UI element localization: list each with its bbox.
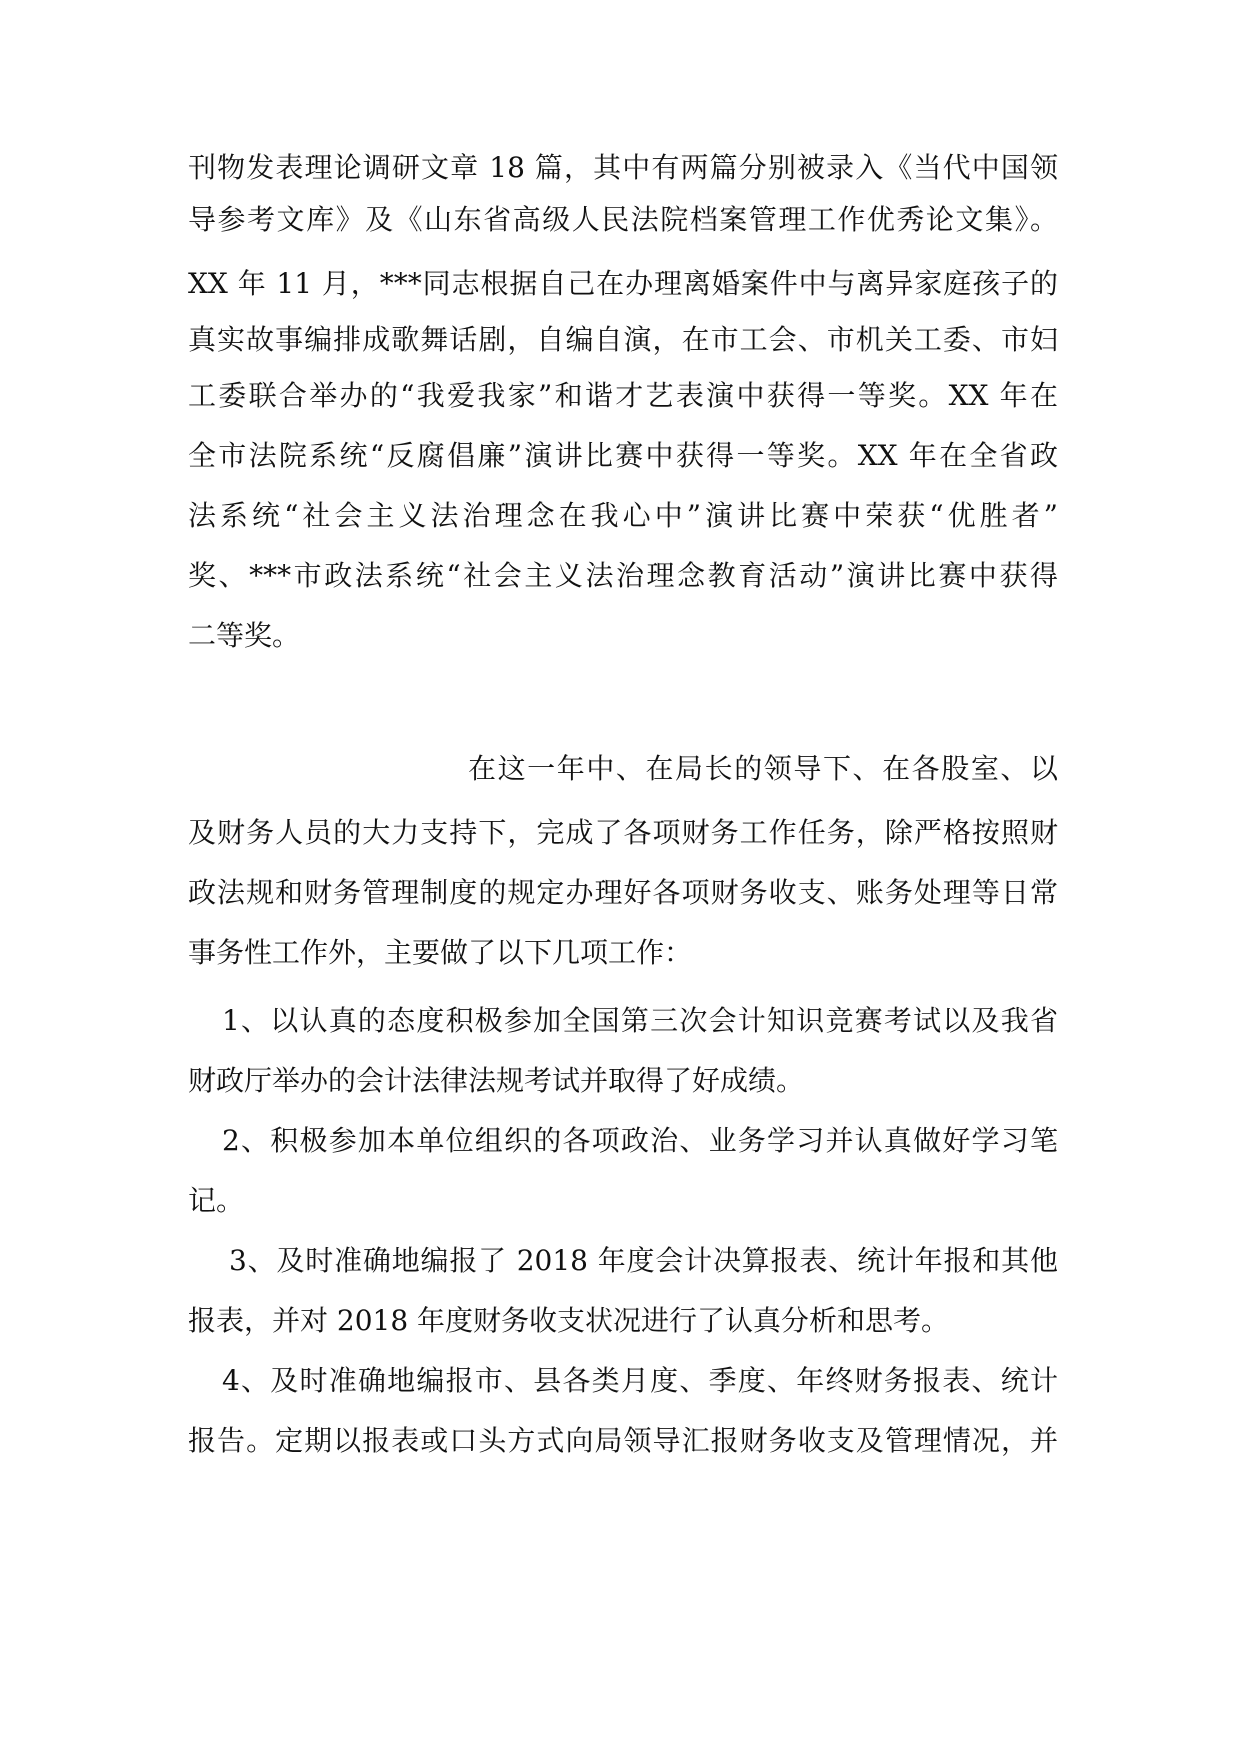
item-3-line-2: 报表，并对 2018 年度财务收支状况进行了认真分析和思考。 [188,1304,950,1337]
paragraph-2-line-3: 政法规和财务管理制度的规定办理好各项财务收支、账务处理等日常 [188,876,1058,909]
paragraph-1-line-9: 二等奖。 [188,619,301,652]
item-1-line-1: 1、以认真的态度积极参加全国第三次会计知识竞赛考试以及我省 [222,1004,1058,1037]
paragraph-2-line-1: 在这一年中、在局长的领导下、在各股室、以 [468,752,1058,785]
item-4-line-1: 4、及时准确地编报市、县各类月度、季度、年终财务报表、统计 [222,1364,1058,1397]
item-1-line-2: 财政厅举办的会计法律法规考试并取得了好成绩。 [188,1064,805,1097]
item-2-line-1: 2、积极参加本单位组织的各项政治、业务学习并认真做好学习笔 [222,1124,1058,1157]
paragraph-1-line-3: XX 年 11 月，***同志根据自己在办理离婚案件中与离异家庭孩子的 [188,267,1058,300]
item-3-line-1: 3、及时准确地编报了 2018 年度会计决算报表、统计年报和其他 [229,1244,1058,1277]
paragraph-1-line-8: 奖、***市政法系统“社会主义法治理念教育活动”演讲比赛中获得 [188,559,1058,592]
paragraph-1-line-2: 导参考文库》及《山东省高级人民法院档案管理工作优秀论文集》。 [188,203,1058,236]
paragraph-1-line-1: 刊物发表理论调研文章 18 篇，其中有两篇分别被录入《当代中国领 [188,151,1058,184]
paragraph-1-line-5: 工委联合举办的“我爱我家”和谐才艺表演中获得一等奖。XX 年在 [188,379,1058,412]
paragraph-1-line-7: 法系统“社会主义法治理念在我心中”演讲比赛中荣获“优胜者” [188,499,1058,532]
paragraph-1-line-6: 全市法院系统“反腐倡廉”演讲比赛中获得一等奖。XX 年在全省政 [188,439,1058,472]
paragraph-2-line-4: 事务性工作外，主要做了以下几项工作： [188,936,693,969]
item-4-line-2: 报告。定期以报表或口头方式向局领导汇报财务收支及管理情况，并 [188,1424,1058,1457]
paragraph-1-line-4: 真实故事编排成歌舞话剧，自编自演，在市工会、市机关工委、市妇 [188,323,1058,356]
paragraph-2-line-2: 及财务人员的大力支持下，完成了各项财务工作任务，除严格按照财 [188,816,1058,849]
item-2-line-2: 记。 [188,1184,245,1217]
